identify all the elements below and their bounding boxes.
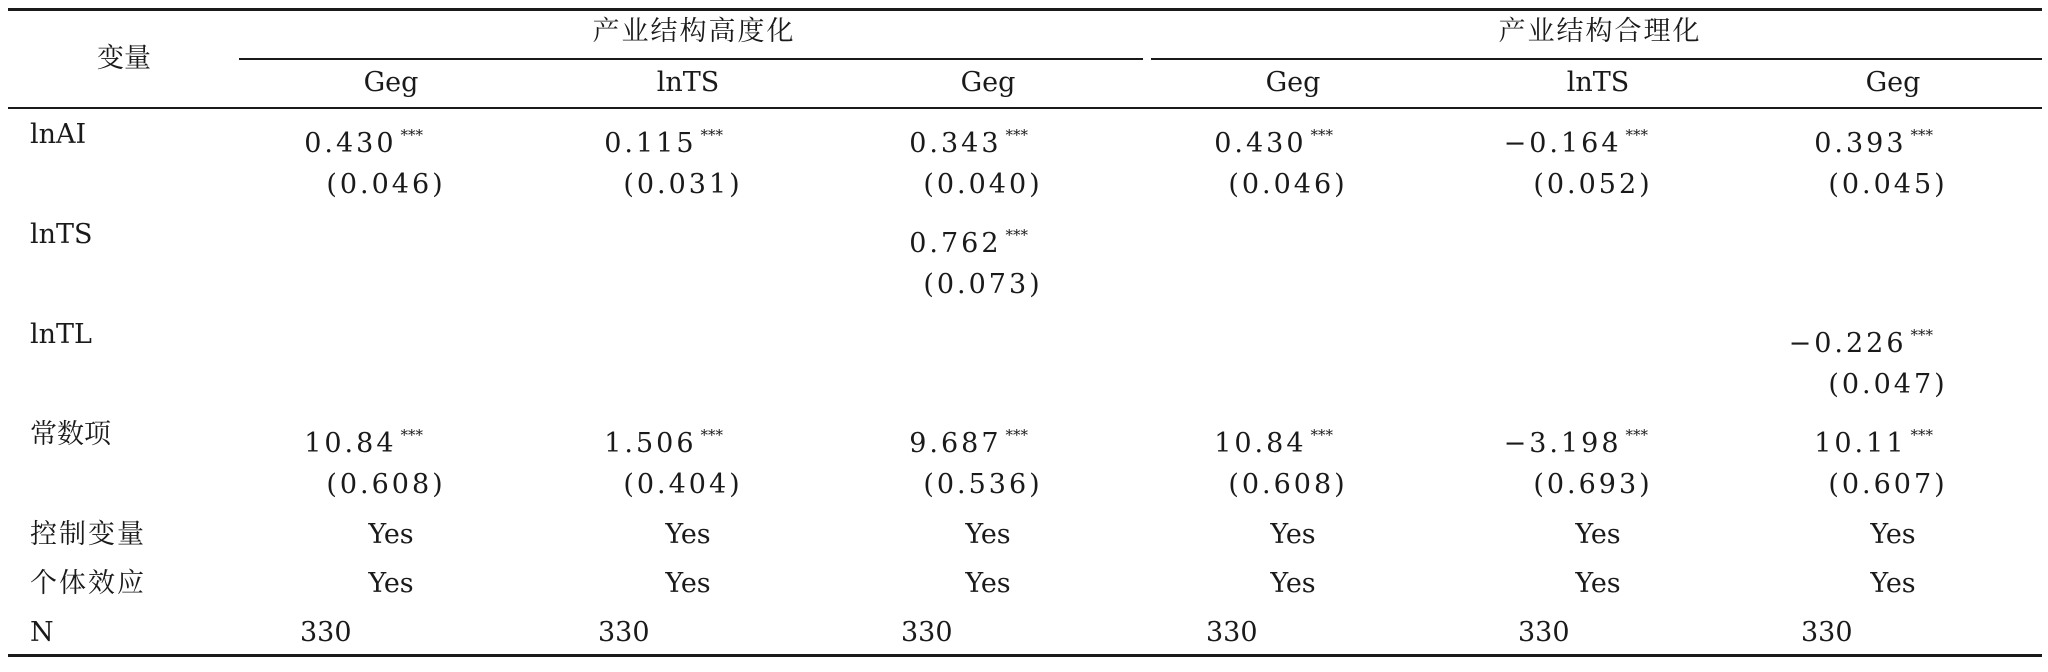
regression-table xyxy=(8,0,2042,672)
column-header: Geg xyxy=(1265,67,1321,98)
coef-cell xyxy=(1814,120,1933,159)
significance-stars: *** xyxy=(1910,326,1933,344)
coef-cell xyxy=(1504,120,1648,159)
fixed-effects-cell: Yes xyxy=(368,568,414,599)
std-error-cell: (0.046) xyxy=(1228,169,1348,200)
n-obs-cell: 330 xyxy=(598,617,650,648)
coef-value: 9.687 xyxy=(909,428,1002,459)
significance-stars: *** xyxy=(400,126,423,144)
n-obs-cell: 330 xyxy=(300,617,352,648)
std-error-cell: (0.607) xyxy=(1828,469,1948,500)
header-rule xyxy=(8,107,2042,109)
controls-cell: Yes xyxy=(368,519,414,550)
significance-stars: *** xyxy=(1005,426,1028,444)
significance-stars: *** xyxy=(1310,126,1333,144)
row-label: 常数项 xyxy=(30,419,111,450)
std-error-cell: (0.693) xyxy=(1533,469,1653,500)
coef-cell xyxy=(1214,120,1333,159)
coef-value: 0.115 xyxy=(604,128,697,159)
n-obs-cell: 330 xyxy=(1518,617,1570,648)
column-header: lnTS xyxy=(656,67,720,98)
fixed-effects-cell: Yes xyxy=(965,568,1011,599)
coef-value: 10.84 xyxy=(304,428,397,459)
std-error-cell: (0.073) xyxy=(923,269,1043,300)
significance-stars: *** xyxy=(1910,426,1933,444)
group-header-1: 产业结构高度化 xyxy=(592,16,796,47)
fixed-effects-cell: Yes xyxy=(1270,568,1316,599)
group-rule-1 xyxy=(239,58,1143,60)
coef-cell xyxy=(604,420,723,459)
fixed-effects-cell: Yes xyxy=(1870,568,1916,599)
fixed-effects-cell: Yes xyxy=(1575,568,1621,599)
significance-stars: *** xyxy=(1625,126,1648,144)
coef-value: −0.226 xyxy=(1788,328,1907,359)
std-error-cell: (0.046) xyxy=(326,169,446,200)
fixed-effects-label: 个体效应 xyxy=(30,568,146,599)
std-error-cell: (0.536) xyxy=(923,469,1043,500)
controls-cell: Yes xyxy=(1575,519,1621,550)
fixed-effects-cell: Yes xyxy=(665,568,711,599)
coef-value: 0.343 xyxy=(909,128,1002,159)
significance-stars: *** xyxy=(1005,226,1028,244)
coef-cell xyxy=(1789,320,1933,359)
coef-value: −0.164 xyxy=(1503,128,1622,159)
coef-cell xyxy=(1504,420,1648,459)
std-error-cell: (0.608) xyxy=(326,469,446,500)
controls-label: 控制变量 xyxy=(30,519,146,550)
coef-value: 0.762 xyxy=(909,228,1002,259)
n-obs-cell: 330 xyxy=(1801,617,1853,648)
coef-cell xyxy=(909,420,1028,459)
std-error-cell: (0.040) xyxy=(923,169,1043,200)
coef-value: 0.393 xyxy=(1814,128,1907,159)
coef-value: 10.11 xyxy=(1814,428,1907,459)
row-label: lnAI xyxy=(30,119,87,150)
controls-cell: Yes xyxy=(1870,519,1916,550)
coef-cell xyxy=(304,420,423,459)
row-label: lnTL xyxy=(30,319,92,350)
coef-value: 10.84 xyxy=(1214,428,1307,459)
row-label: lnTS xyxy=(30,219,93,250)
n-obs-cell: 330 xyxy=(1206,617,1258,648)
std-error-cell: (0.045) xyxy=(1828,169,1948,200)
significance-stars: *** xyxy=(400,426,423,444)
n-obs-cell: 330 xyxy=(901,617,953,648)
column-header: Geg xyxy=(1865,67,1921,98)
top-rule xyxy=(8,8,2042,11)
coef-cell xyxy=(909,120,1028,159)
significance-stars: *** xyxy=(1910,126,1933,144)
coef-value: 0.430 xyxy=(304,128,397,159)
group-rule-2 xyxy=(1151,58,2042,60)
controls-cell: Yes xyxy=(1270,519,1316,550)
controls-cell: Yes xyxy=(665,519,711,550)
significance-stars: *** xyxy=(1625,426,1648,444)
column-header: lnTS xyxy=(1566,67,1630,98)
coef-cell xyxy=(1814,420,1933,459)
coef-cell xyxy=(909,220,1028,259)
controls-cell: Yes xyxy=(965,519,1011,550)
significance-stars: *** xyxy=(1310,426,1333,444)
column-header: Geg xyxy=(960,67,1016,98)
group-header-2: 产业结构合理化 xyxy=(1498,16,1702,47)
std-error-cell: (0.052) xyxy=(1533,169,1653,200)
n-obs-label: N xyxy=(30,617,54,648)
std-error-cell: (0.404) xyxy=(623,469,743,500)
column-header: Geg xyxy=(363,67,419,98)
std-error-cell: (0.608) xyxy=(1228,469,1348,500)
significance-stars: *** xyxy=(700,426,723,444)
std-error-cell: (0.031) xyxy=(623,169,743,200)
coef-cell xyxy=(1214,420,1333,459)
bottom-rule xyxy=(8,654,2042,657)
coef-value: −3.198 xyxy=(1503,428,1622,459)
coef-value: 0.430 xyxy=(1214,128,1307,159)
std-error-cell: (0.047) xyxy=(1828,369,1948,400)
significance-stars: *** xyxy=(700,126,723,144)
significance-stars: *** xyxy=(1005,126,1028,144)
coef-value: 1.506 xyxy=(604,428,697,459)
variable-header: 变量 xyxy=(97,43,151,74)
coef-cell xyxy=(604,120,723,159)
coef-cell xyxy=(304,120,423,159)
